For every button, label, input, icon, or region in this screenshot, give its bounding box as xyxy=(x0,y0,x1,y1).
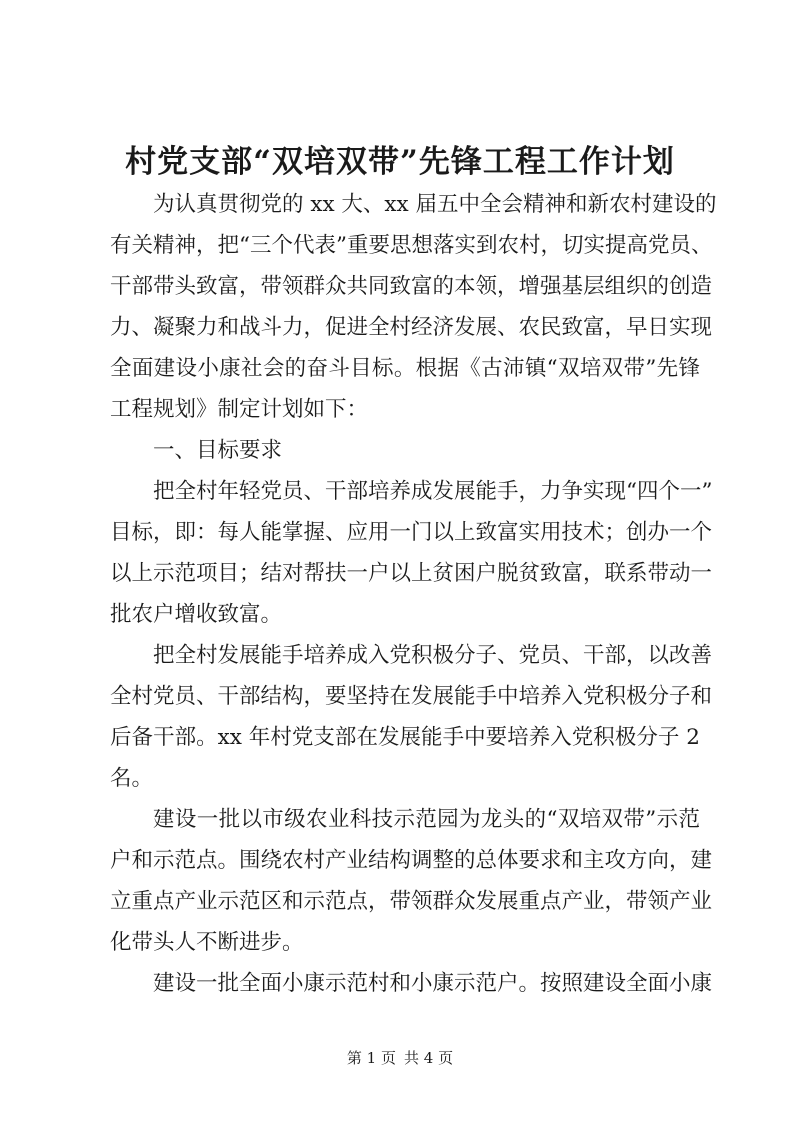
text-line: 全面建设小康社会的奋斗目标。根据《古沛镇“双培双带”先锋 xyxy=(110,356,700,381)
text-line: 立重点产业示范区和示范点，带领群众发展重点产业，带领产业 xyxy=(110,889,713,914)
text-line: 批农户增收致富。 xyxy=(110,602,283,627)
goal-paragraph-2 xyxy=(110,635,713,799)
text-line: 建设一批以市级农业科技示范园为龙头的“双培双带”示范 xyxy=(153,807,700,832)
text-line: 建设一批全面小康示范村和小康示范户。按照建设全面小康 xyxy=(153,971,713,996)
goal-paragraph-1 xyxy=(110,471,713,635)
text-line: 户和示范点。围绕农村产业结构调整的总体要求和主攻方向，建 xyxy=(110,848,713,873)
text-line: 全村党员、干部结构，要坚持在发展能手中培养入党积极分子和 xyxy=(110,684,713,709)
text-line: 以上示范项目；结对帮扶一户以上贫困户脱贫致富，联系带动一 xyxy=(110,561,713,586)
text-line: 力、凝聚力和战斗力，促进全村经济发展、农民致富，早日实现 xyxy=(110,315,713,340)
text-line: 目标，即：每人能掌握、应用一门以上致富实用技术；创办一个 xyxy=(110,520,713,545)
goal-paragraph-3 xyxy=(110,799,713,963)
page-total: 共 4 页 xyxy=(404,1049,454,1067)
document-title: 村党支部“双培双带”先锋工程工作计划 xyxy=(125,144,675,180)
page-number: 第 1 页 xyxy=(346,1049,396,1067)
goal-paragraph-4 xyxy=(110,963,713,1004)
text-line: 把全村发展能手培养成入党积极分子、党员、干部，以改善 xyxy=(153,643,713,668)
intro-paragraph xyxy=(110,184,717,430)
document-body xyxy=(110,184,717,1004)
text-line: 化带头人不断进步。 xyxy=(110,930,304,955)
page-footer xyxy=(0,1048,800,1068)
text-line: 名。 xyxy=(110,766,154,791)
text-line: 干部带头致富，带领群众共同致富的本领，增强基层组织的创造 xyxy=(110,274,713,299)
section-heading: 一、目标要求 xyxy=(153,438,283,463)
text-line: 工程规划》制定计划如下： xyxy=(110,397,369,422)
text-line: 把全村年轻党员、干部培养成发展能手，力争实现“四个一” xyxy=(153,479,713,504)
text-line: 有关精神，把“三个代表”重要思想落实到农村，切实提高党员、 xyxy=(110,233,713,258)
text-line: 为认真贯彻党的 xx 大、xx 届五中全会精神和新农村建设的 xyxy=(153,192,717,217)
text-line: 后备干部。xx 年村党支部在发展能手中要培养入党积极分子 2 xyxy=(110,725,700,750)
